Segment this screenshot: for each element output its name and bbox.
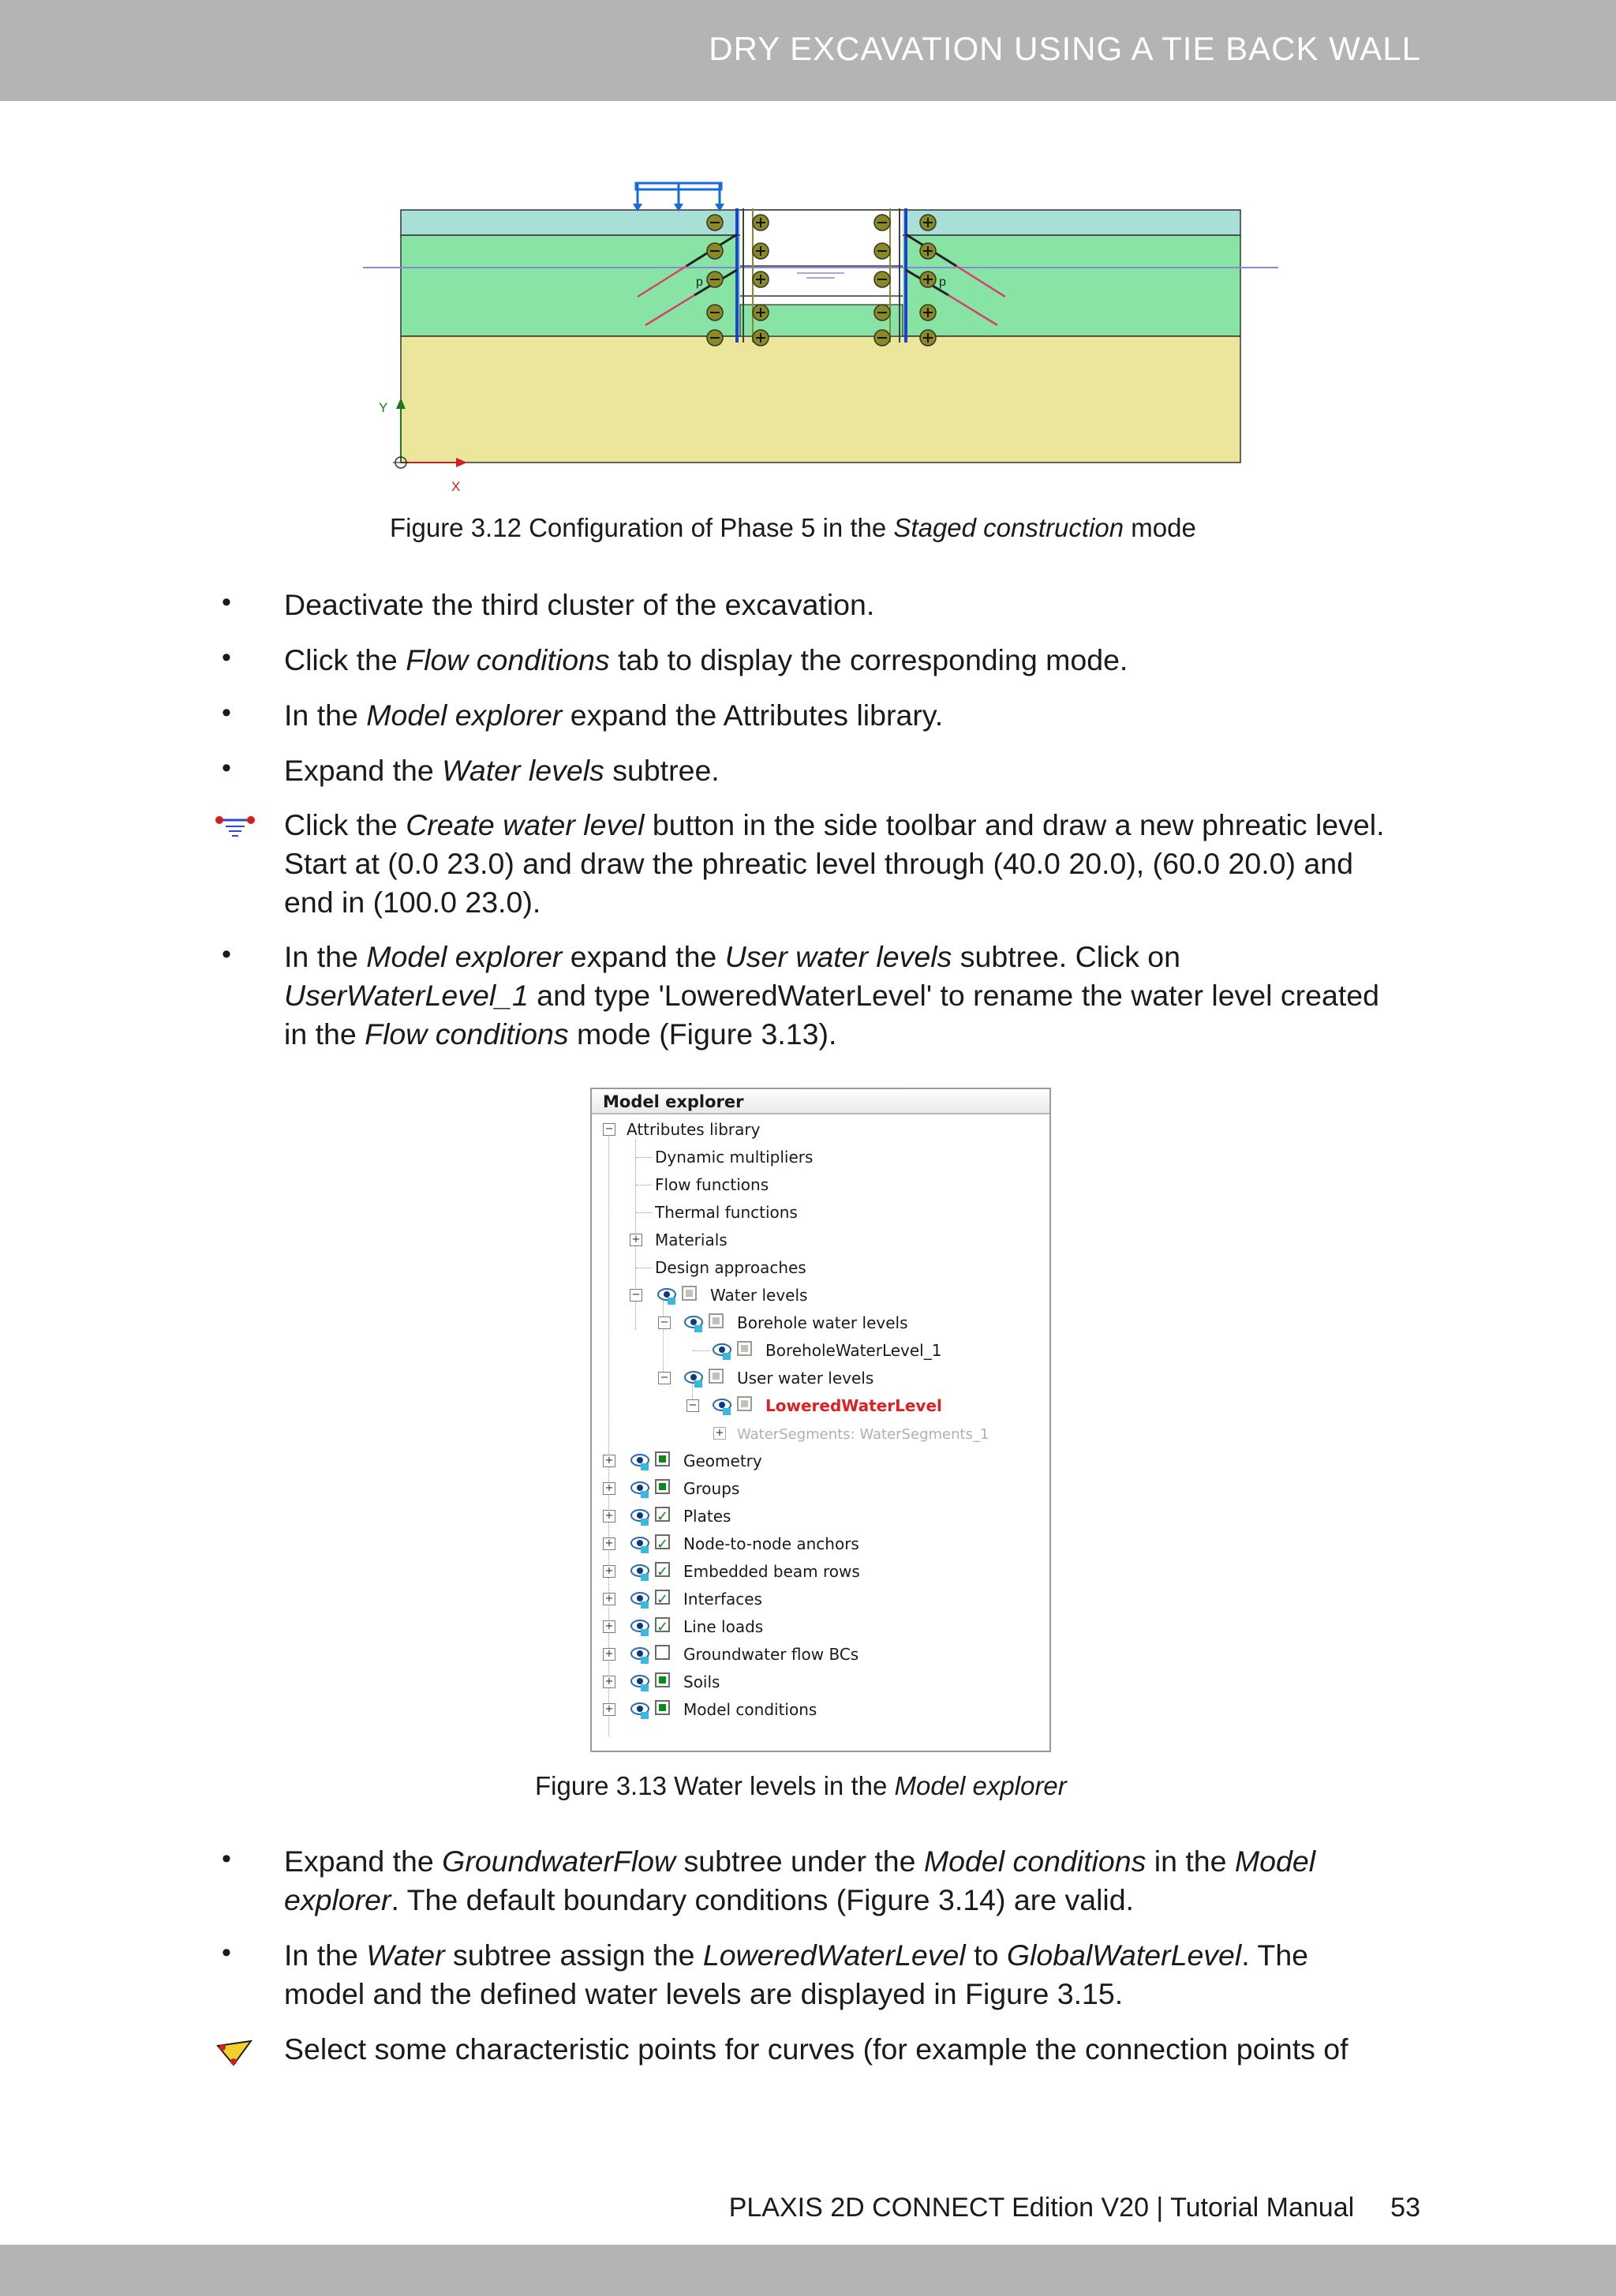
tree-water-levels[interactable]: − Water levels <box>592 1282 807 1309</box>
tree-attributes-library[interactable]: − Attributes library <box>592 1116 760 1143</box>
checkbox[interactable] <box>737 1396 752 1411</box>
tree-design-approaches[interactable]: Design approaches <box>592 1254 806 1281</box>
model-explorer-panel[interactable] <box>590 1088 1051 1752</box>
expand-toggle[interactable]: + <box>630 1234 642 1246</box>
tree-interfaces[interactable]: + ✓ Interfaces <box>592 1586 762 1612</box>
select-points-icon <box>215 2038 256 2069</box>
tree-embedded-beam-rows[interactable]: + ✓ Embedded beam rows <box>592 1558 860 1585</box>
expand-toggle[interactable]: + <box>603 1620 615 1633</box>
header-bar <box>0 0 1616 101</box>
tree-water-segments[interactable]: + WaterSegments: WaterSegments_1 <box>592 1420 989 1447</box>
visibility-eye-icon[interactable] <box>683 1369 705 1388</box>
bullet-text: In the Model explorer expand the User water levels subtree. Click on UserWaterLevel_1 and type 'LoweredWaterLevel' to rename the water level created in the Flow conditions mode (Figure 3.13). <box>284 940 1379 1051</box>
checkbox[interactable] <box>655 1672 670 1687</box>
footer-bar <box>0 2245 1616 2296</box>
bullet-text: Click the Create water level button in the side toolbar and draw a new phreatic level. Start at (0.0 23.0) and draw the phreatic level through (40.0 20.0), (60.0 20.0) and end in (100.0 23.0). <box>284 808 1385 919</box>
expand-toggle[interactable]: + <box>603 1455 615 1467</box>
visibility-eye-icon[interactable] <box>630 1673 652 1692</box>
tree-borehole-water-level-1[interactable]: BoreholeWaterLevel_1 <box>592 1337 941 1364</box>
visibility-eye-icon[interactable] <box>630 1480 652 1499</box>
visibility-eye-icon[interactable] <box>630 1590 652 1609</box>
tree-user-water-levels[interactable]: − User water levels <box>592 1365 873 1391</box>
bullet-text: In the Water subtree assign the LoweredWaterLevel to GlobalWaterLevel. The model and the defined water levels are displayed in Figure 3.15. <box>284 1938 1309 2010</box>
checkbox[interactable] <box>709 1369 724 1384</box>
checkbox[interactable] <box>655 1507 670 1522</box>
checkbox[interactable] <box>655 1534 670 1549</box>
left-p-label: p <box>696 275 703 289</box>
x-axis-label: X <box>451 479 461 494</box>
checkbox[interactable] <box>655 1617 670 1632</box>
visibility-eye-icon[interactable] <box>683 1314 705 1333</box>
expand-toggle[interactable]: + <box>603 1676 615 1688</box>
checkbox[interactable] <box>655 1562 670 1577</box>
visibility-eye-icon[interactable] <box>630 1563 652 1582</box>
page-footer <box>729 2193 1420 2223</box>
checkbox[interactable] <box>655 1700 670 1715</box>
visibility-eye-icon[interactable] <box>630 1618 652 1637</box>
tree-groups[interactable]: + Groups <box>592 1475 739 1502</box>
checkbox[interactable] <box>655 1479 670 1494</box>
tree-line-loads[interactable]: + ✓ Line loads <box>592 1613 763 1640</box>
expand-toggle[interactable]: + <box>713 1427 726 1440</box>
checkbox[interactable] <box>655 1451 670 1466</box>
visibility-eye-icon[interactable] <box>630 1452 652 1471</box>
bullet-text: Click the Flow conditions tab to display the corresponding mode. <box>284 643 1128 676</box>
tree-geometry[interactable]: + Geometry <box>592 1448 762 1474</box>
tree-model-conditions[interactable]: + Model conditions <box>592 1696 817 1723</box>
figure-3-12-caption: Figure 3.12 Configuration of Phase 5 in the Staged construction mode <box>390 513 1196 542</box>
tree-materials[interactable]: + Materials <box>592 1227 728 1253</box>
expand-toggle[interactable]: + <box>603 1648 615 1661</box>
expand-toggle[interactable]: + <box>603 1482 615 1495</box>
checkbox[interactable] <box>655 1590 670 1605</box>
checkbox[interactable] <box>682 1286 697 1301</box>
tree-groundwater-flow-bcs[interactable]: + Groundwater flow BCs <box>592 1641 858 1668</box>
tree-flow-functions[interactable]: Flow functions <box>592 1171 769 1198</box>
collapse-toggle[interactable]: − <box>686 1399 699 1412</box>
right-p-label: p <box>939 275 946 289</box>
tree-soils[interactable]: + Soils <box>592 1669 720 1695</box>
visibility-eye-icon[interactable] <box>630 1701 652 1720</box>
tree-plates[interactable]: + ✓ Plates <box>592 1503 731 1530</box>
tree-dynamic-multipliers[interactable]: Dynamic multipliers <box>592 1144 813 1170</box>
bottom-soil-layer <box>401 336 1240 463</box>
expand-toggle[interactable]: + <box>603 1538 615 1550</box>
checkbox[interactable] <box>655 1645 670 1660</box>
expand-toggle[interactable]: + <box>603 1593 615 1605</box>
collapse-toggle[interactable]: − <box>658 1372 671 1384</box>
figure-3-13-caption: Figure 3.13 Water levels in the Model explorer <box>535 1771 1067 1800</box>
bullet-text: Select some characteristic points for curves (for example the connection points of <box>284 2032 1349 2066</box>
collapse-toggle[interactable]: − <box>603 1123 615 1136</box>
visibility-eye-icon[interactable] <box>630 1646 652 1665</box>
chapter-title: DRY EXCAVATION USING A TIE BACK WALL <box>709 30 1421 67</box>
collapse-toggle[interactable]: − <box>658 1317 671 1329</box>
checkbox[interactable] <box>737 1341 752 1356</box>
model-explorer-title: Model explorer <box>592 1089 1049 1114</box>
visibility-eye-icon[interactable] <box>712 1342 734 1361</box>
bullet-text: In the Model explorer expand the Attributes library. <box>284 699 944 732</box>
expand-toggle[interactable]: + <box>603 1703 615 1716</box>
tree-borehole-water-levels[interactable]: − Borehole water levels <box>592 1309 908 1336</box>
bullet-text: Expand the Water levels subtree. <box>284 754 720 787</box>
visibility-eye-icon[interactable] <box>630 1508 652 1526</box>
collapse-toggle[interactable]: − <box>630 1289 642 1302</box>
create-water-level-icon <box>215 814 256 845</box>
tree-node-to-node-anchors[interactable]: + ✓ Node-to-node anchors <box>592 1530 859 1557</box>
expand-toggle[interactable]: + <box>603 1510 615 1523</box>
page-number: 53 <box>1390 2193 1420 2223</box>
y-axis-label: Y <box>379 400 388 415</box>
phase5-model-figure <box>355 175 1286 507</box>
checkbox[interactable] <box>709 1313 724 1328</box>
visibility-eye-icon[interactable] <box>630 1535 652 1554</box>
tree-thermal-functions[interactable]: Thermal functions <box>592 1199 798 1226</box>
tree-lowered-water-level[interactable]: − LoweredWaterLevel <box>592 1392 942 1419</box>
bullet-text: Deactivate the third cluster of the excavation. <box>284 588 875 621</box>
footer-text: PLAXIS 2D CONNECT Edition V20 | Tutorial Manual <box>728 2193 1355 2223</box>
expand-toggle[interactable]: + <box>603 1565 615 1578</box>
visibility-eye-icon[interactable] <box>656 1287 679 1305</box>
bullet-text: Expand the GroundwaterFlow subtree under the Model conditions in the Model explorer. The default boundary conditions (Figure 3.14) are valid. <box>284 1845 1316 1916</box>
visibility-eye-icon[interactable] <box>712 1397 734 1416</box>
